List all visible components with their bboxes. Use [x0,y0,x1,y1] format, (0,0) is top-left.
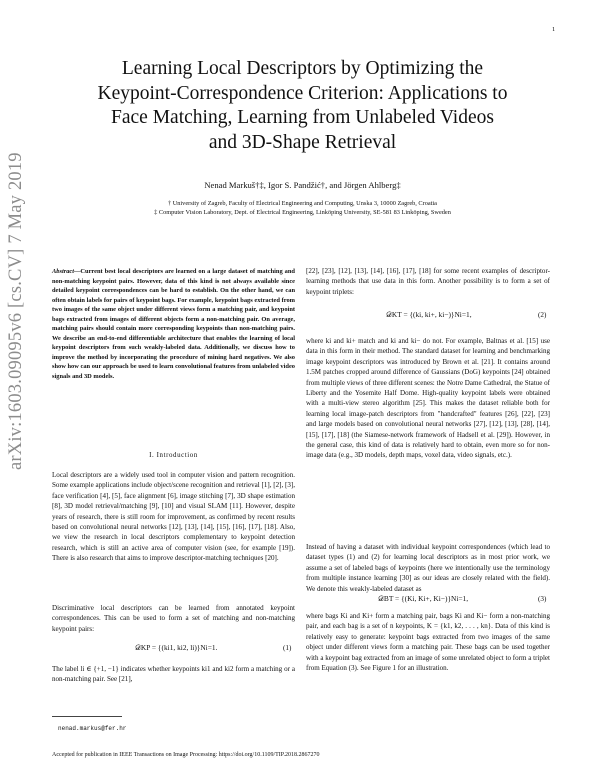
intro-paragraph-2-text: Discriminative local descriptors can be learned from annotated keypoint correspondences. This can be used to form a set of matching and non-matching keypoint pairs: [52,604,295,633]
publication-note: Accepted for publication in IEEE Transactions on Image Processing: https://doi.org/10.1109/TIP.2018.2867270 [52,752,320,758]
intro-paragraph-2 [52,603,295,634]
equation-1: 𝒟KP = {(ki1, ki2, li)}Ni=1. [135,643,218,652]
intro-paragraph-1: Local descriptors are a widely used tool in computer vision and pattern recognition. Some example applications include object/scene recognition and retrieval [1], [2], [3], face verification [4], [5], face alignment [6], image stitching [7], 3D shape estimation [8], 3D model retrieval/matching [9], [10] and visual SLAM [11]. However, despite years of research, there is still room for improvement, as confirmed by recent results based on convolutional neural networks [12], [13], [14], [15], [16], [17], [18]. Also, we view the research in local descriptors complementary to keypoint detection research, which is still an active area of computer vision (see, for example [19]). There is also research that aims to improve descriptor-matching techniques [20]. [52,471,295,563]
affiliations [44,199,561,217]
equation-2-number: (2) [538,311,547,319]
right-paragraph-1: [22], [23], [12], [13], [14], [16], [17], [18] for some recent examples of descriptor-learning methods that use data in this form. Another possibility is to form a set of keypoint triplets: [306,267,550,296]
right-paragraph-2: where ki and ki+ match and ki and ki− do not. For example, Baltnas et al. [15] use data in this form in their method. The standard dataset for learning and benchmarking image keypoint descriptors was introduced by Brown et al. [21]. It contains around 1.5M patches cropped around difference of Gaussians (DoG) keypoints [24] obtained from multiple views of three different scenes: the Notre Dame Cathedral, the Statue of Liberty and the Yosemite Half Dome. High-quality keypoint labels were obtained with a multi-view stereo algorithm [25]. This makes the dataset reliable both for learning local image-patch descriptors from "handcrafted" features [26], [22], [23] and large models based on convolutional neural networks [27], [12], [13], [28], [14], [15], [17], [18] (the Siamese-network framework of Hadsell et al. [29]). However, in the general case, this kind of data is relatively hard to obtain, even more so for non-image data (e.g., 3D models, depth maps, voxel data, video signals, etc.). [306,337,550,460]
right-paragraph-4: where bags Ki and Ki+ form a matching pair, bags Ki and Ki− form a non-matching pair, and each bag is a set of n keypoints, K = {k1, k2, . . . , kn}. Data of this kind is relatively easy to generate: keypoint bags extracted from two images of the same object under different views form a matching pair. These bags can be used together with a keypoint bag extracted from an image of some unrelated object to form a triplet from Equation (3). See Figure 1 for an illustration. [306,612,550,673]
affiliation-linkoping: ‡ Computer Vision Laboratory, Dept. of Electrical Engineering, Linköping University, SE-581 83 Linköping, Sweden [154,209,451,216]
right-paragraph-3: Instead of having a dataset with individual keypoint correspondences (which lead to dataset types (1) and (2) for learning local descriptors as in most prior work, we assume a set of labeled bags of keypoints (here we intentionally use the terminology from multiple instance learning [30] as our ideas are closely related with the field). We denote this weakly-labeled dataset as [306,543,550,593]
equation-3: 𝒟BT = {(Ki, Ki+, Ki−)}Ni=1, [378,594,469,603]
paper-title [44,57,561,155]
title-line: and 3D-Shape Retrieval [208,131,397,153]
abstract-label: Abstract [52,268,75,275]
title-line: Learning Local Descriptors by Optimizing the [121,58,484,79]
abstract [52,267,295,381]
affiliation-zagreb: † University of Zagreb, Faculty of Electrical Engineering and Computing, Unska 3, 10000 Zagreb, Croatia [168,200,437,207]
title-line: Face Matching, Learning from Unlabeled Videos [111,107,494,128]
intro-paragraph-3: The label li ∈ {+1, −1} indicates whether keypoints ki1 and ki2 form a matching or a non-matching pair. See [21], [52,665,295,684]
page-number: 1 [552,26,556,33]
footnote-email: nenad.markus@fer.hr [58,725,127,732]
title-line: Keypoint-Correspondence Criterion: Applications to [97,82,508,104]
footnote-divider [52,716,122,717]
abstract-text: —Current best local descriptors are learned on a large dataset of matching and non-matching keypoint pairs. However, data of this kind is not always available since detailed keypoint correspondences can be hard to establish. On the other hand, we can often obtain labels for pairs of keypoint bags. For example, keypoint bags extracted from two images of the same object under different views form a matching pair, and keypoint bags extracted from images of different objects form a non-matching pair. On average, matching pairs should contain more corresponding keypoints than non-matching pairs. We describe an end-to-end differentiable architecture that enables the learning of local keypoint descriptors from such weakly-labeled data. Additionally, we discuss how to improve the method by incorporating the procedure of mining hard negatives. We also show how can our approach be used to learn convolutional features from unlabeled video signals and 3D models. [52,268,295,380]
equation-3-number: (3) [538,595,547,603]
section-heading: I. Introduction [149,452,198,459]
equation-1-number: (1) [283,644,292,652]
arxiv-stamp: arXiv:1603.09095v6 [cs.CV] 7 May 2019 [6,152,26,470]
equation-2: 𝒟KT = {(ki, ki+, ki−)}Ni=1, [386,310,472,319]
authors: Nenad Markuš†‡, Igor S. Pandžić†, and Jörgen Ahlberg‡ [204,180,401,190]
